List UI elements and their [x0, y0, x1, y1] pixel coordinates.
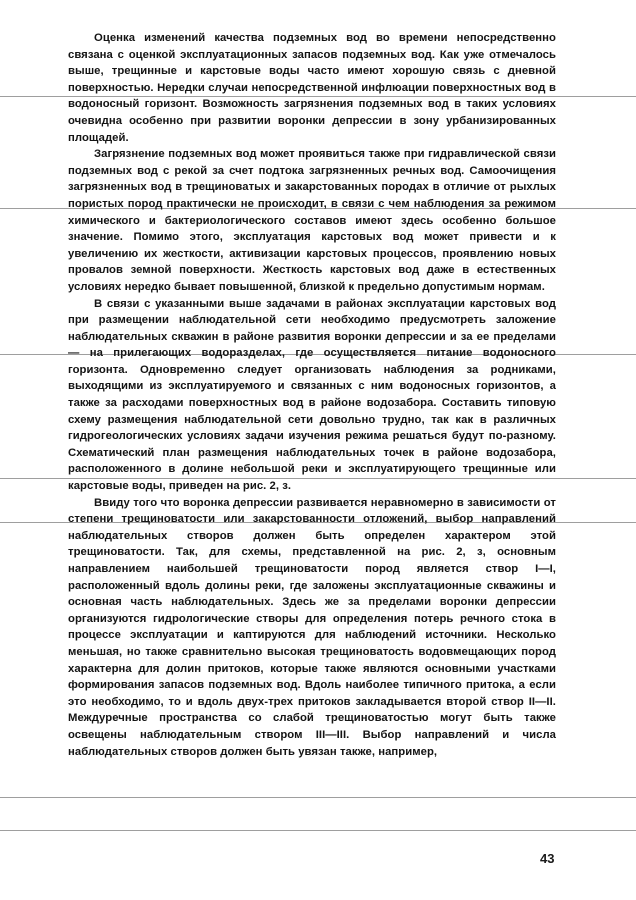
paragraph-1: Оценка изменений качества подземных вод во времени непосредственно связана с оценкой эксплуатационных запасов подземных вод. Как уже отмечалось выше, трещинные и карстовые воды часто имеют хорошую связь с дневной поверхностью. Нередки случаи непосредственной инфлюации поверхностных вод в водоносный горизонт. Возможность загрязнения подземных вод в таких условиях очевидна особенно при развитии воронки депрессии в зону урбанизированных площадей.	[68, 32, 556, 144]
scan-line	[0, 830, 636, 831]
page-body	[68, 30, 556, 830]
paragraph-3: В связи с указанными выше задачами в районах эксплуатации карстовых вод при размещении наблюдательной сети необходимо предусмотреть заложение наблюдательных скважин в районе развития воронки депрессии и за ее пределами — на прилегающих водоразделах, где осуществляется питание водоносного горизонта. Одновременно следует организовать наблюдения за родниками, выходящими из эксплуатируемого и связанных с ним водоносных горизонтов, а также за расходами поверхностных вод в районе водозабора. Составить типовую схему размещения наблюдательной сети довольно трудно, так как в различных гидрогеологических условиях задачи изучения режима решаться будут по-разному. Схематический план размещения наблюдательных точек в районе водозабора, расположенного в долине небольшой реки и эксплуатирующего трещинные или карстовые воды, приведен на рис. 2, з.	[68, 297, 556, 493]
paragraph-4: Ввиду того что воронка депрессии развивается неравномерно в зависимости от степени трещиноватости или закарстованности отложений, выбор направлений наблюдательных створов должен быть определен характером этой трещиноватости. Так, для схемы, представленной на рис. 2, з, основным направлением наибольшей трещиноватости пород является створ I—I, расположенный вдоль долины реки, где заложены эксплуатационные скважины и основная часть наблюдательных. Здесь же за пределами воронки депрессии организуются гидрологические створы для определения потерь речного стока в процессе эксплуатации и каптируются для наблюдений источники. Несколько меньшая, но также сравнительно высокая трещиноватость водовмещающих пород характерна для долин притоков, которые также являются основными участками формирования запасов подземных вод. Вдоль наиболее типичного притока, а если это необходимо, то и вдоль двух-трех притоков закладывается второй створ II—II. Междуречные пространства со слабой трещиноватостью могут быть также освещены наблюдательным створом III—III. Выбор направлений и числа наблюдательных створов должен быть увязан также, например,	[68, 496, 556, 758]
page-number: 43	[540, 851, 555, 866]
paragraph-2: Загрязнение подземных вод может проявиться также при гидравлической связи подземных вод с рекой за счет подтока загрязненных речных вод. Самоочищения загрязненных вод в трещиноватых и закарстованных породах в отличие от рыхлых пористых пород практически не происходит, в связи с чем наблюдения за режимом химического и бактериологического составов имеют здесь особенно большое значение. Помимо этого, эксплуатация карстовых вод может привести и к увеличению их жесткости, активизации карстовых процессов, проявлению новых провалов земной поверхности. Жесткость карстовых вод даже в естественных условиях нередко бывает повышенной, близкой к предельно допустимым нормам.	[68, 148, 556, 293]
